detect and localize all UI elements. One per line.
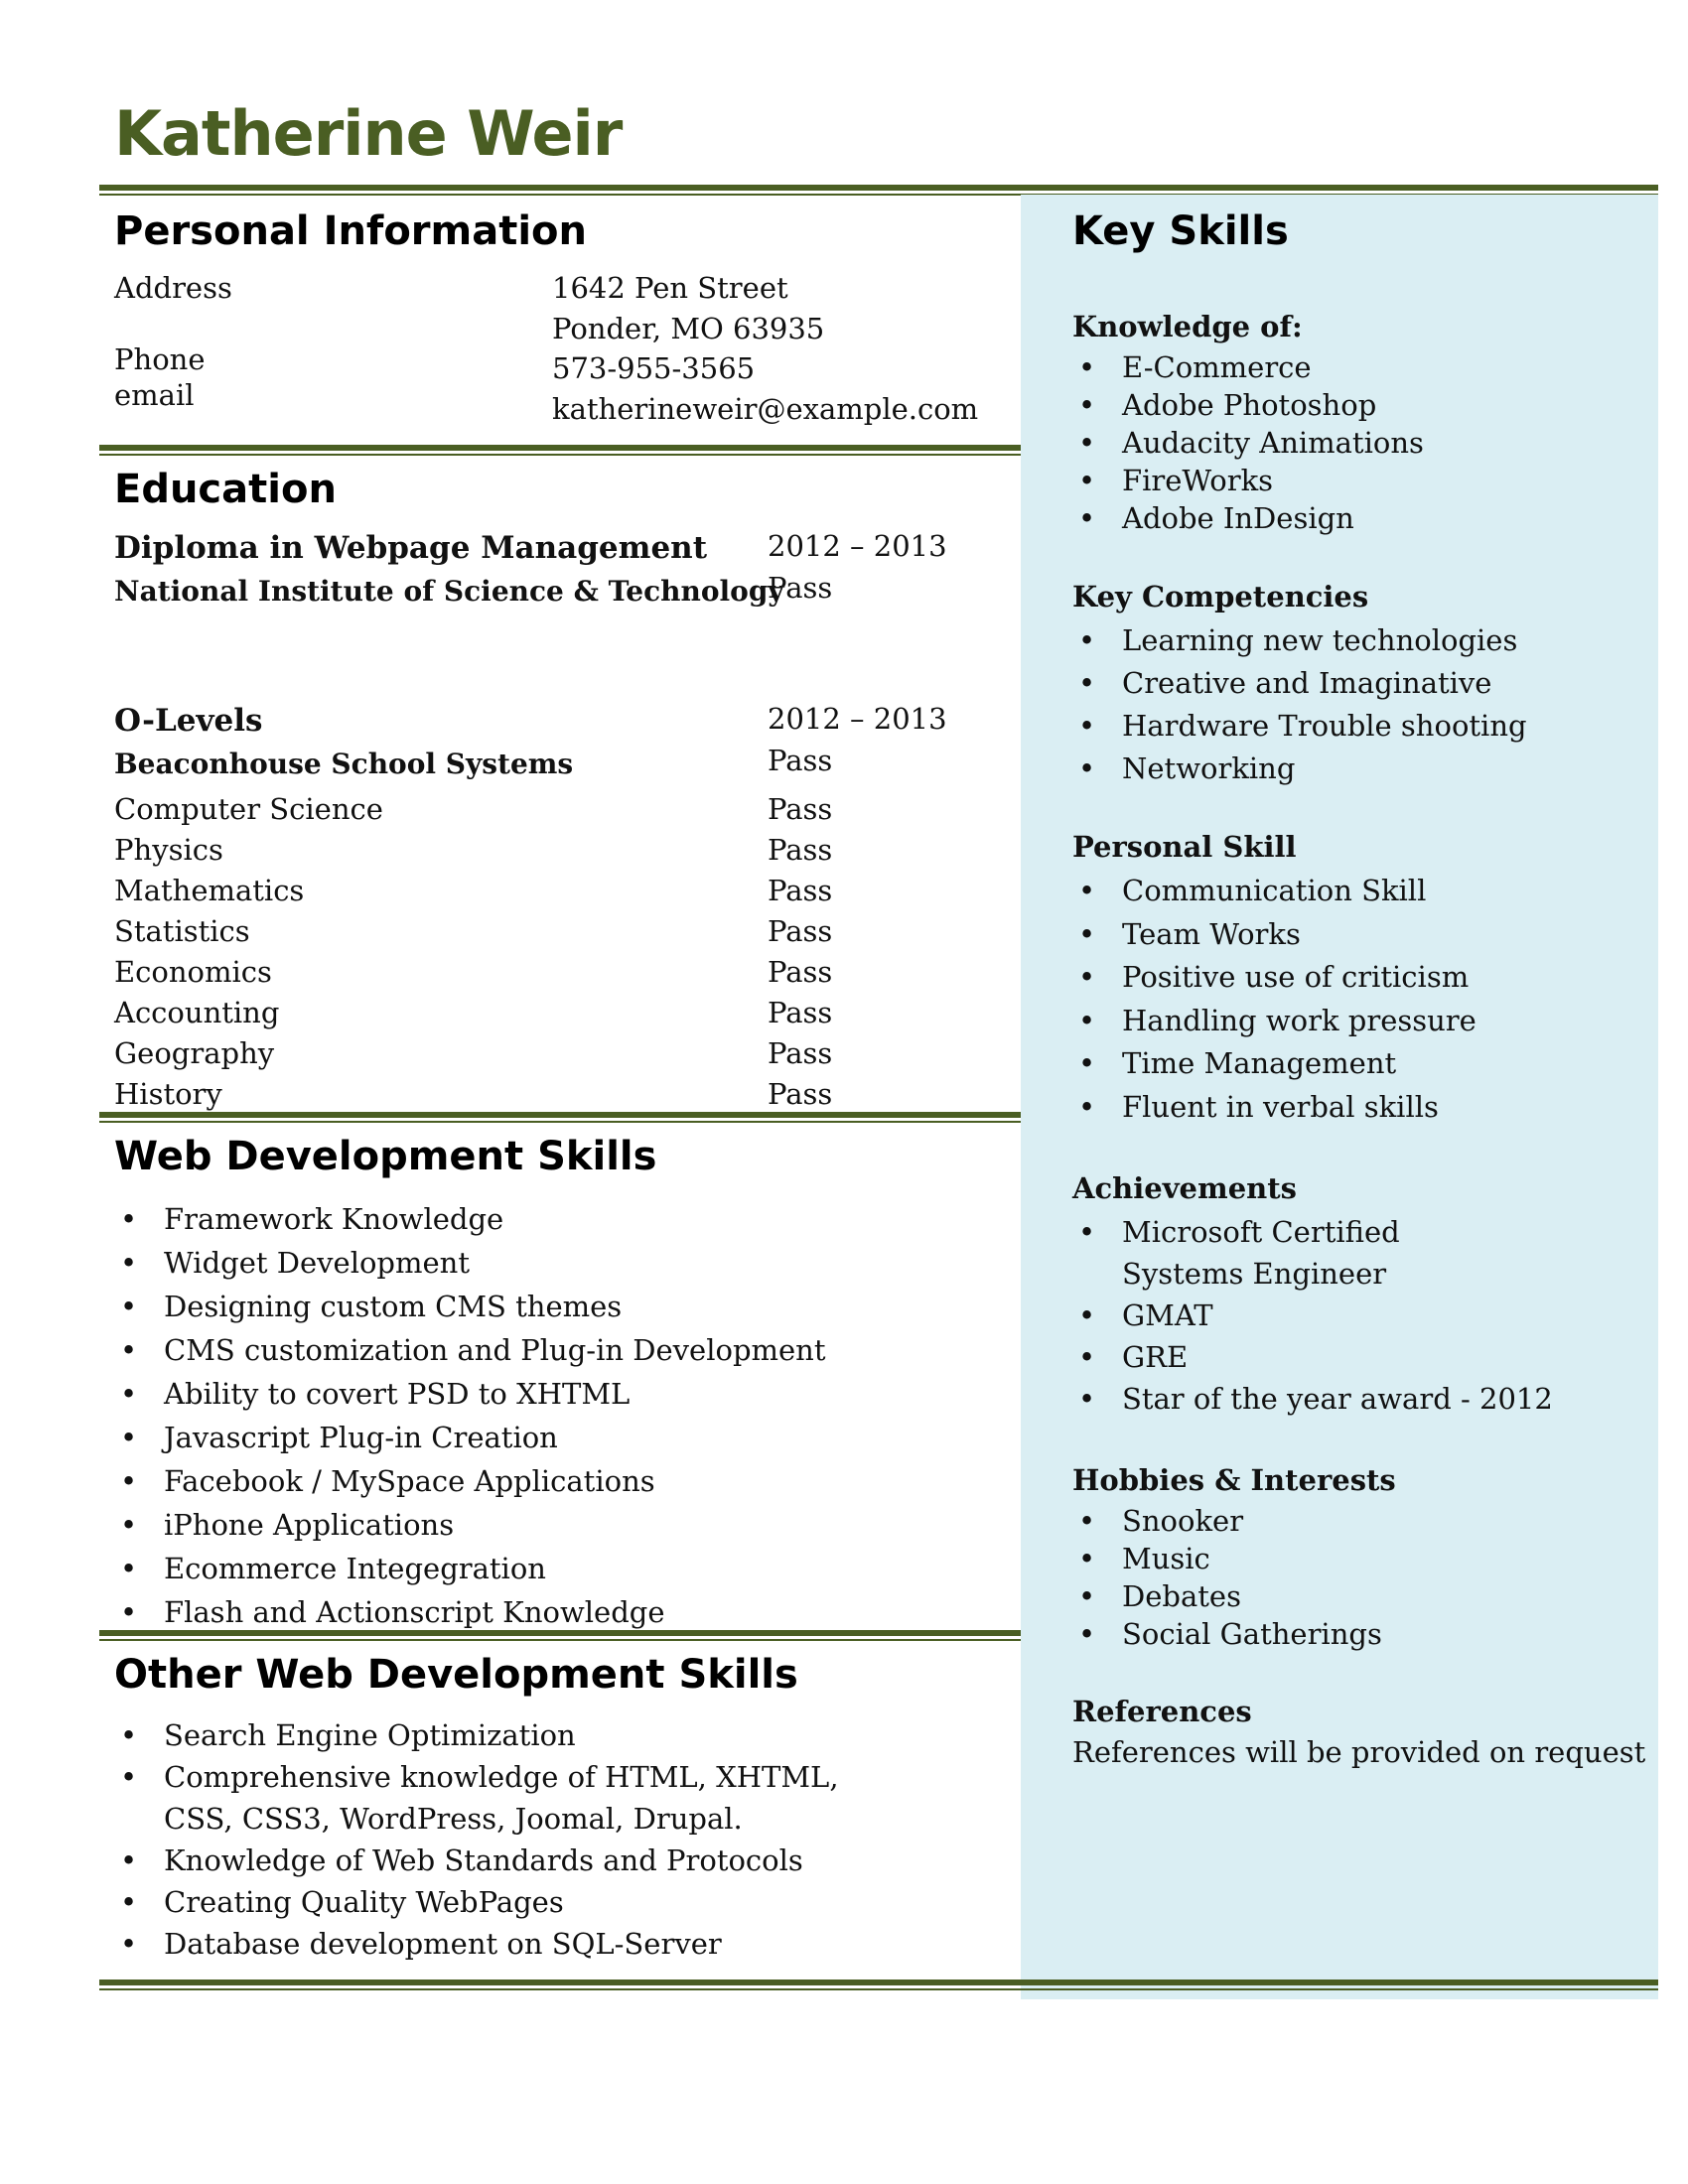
knowledge-heading: Knowledge of: [1072, 310, 1303, 343]
subject-name: Mathematics [114, 874, 305, 907]
list-item: • Flash and Actionscript Knowledge [114, 1590, 1008, 1634]
education-title-1: Diploma in Webpage Management [114, 530, 708, 566]
other-skills-heading: Other Web Development Skills [114, 1652, 798, 1698]
subject-name: Economics [114, 955, 272, 989]
other-skills-list [114, 1714, 909, 1965]
footer-divider [99, 1979, 1658, 1985]
education-heading: Education [114, 467, 337, 512]
education-result-2: Pass [768, 744, 833, 777]
personal-skill-list [1072, 870, 1477, 1129]
list-item: • Learning new technologies [1072, 619, 1527, 662]
competencies-heading: Key Competencies [1072, 580, 1369, 614]
resume-name: Katherine Weir [114, 97, 623, 170]
list-item: • Facebook / MySpace Applications [114, 1459, 1008, 1503]
education-institution-1: National Institute of Science & Technology [114, 575, 784, 608]
references-text: References will be provided on request [1072, 1735, 1646, 1769]
list-item: • GRE [1072, 1336, 1509, 1378]
subject-result: Pass [768, 955, 833, 989]
personal-info-divider [99, 445, 1021, 451]
education-result-1: Pass [768, 571, 833, 605]
list-item: • Snooker [1072, 1502, 1382, 1540]
subject-result: Pass [768, 833, 833, 867]
list-item: • Handling work pressure [1072, 1000, 1477, 1043]
subject-name: Computer Science [114, 792, 383, 826]
personal-skill-heading: Personal Skill [1072, 830, 1297, 864]
phone-value: 573-955-3565 [552, 351, 756, 385]
web-skills-divider [99, 1630, 1021, 1636]
subject-results [768, 789, 832, 1115]
list-item: • Microsoft Certified Systems Engineer [1072, 1211, 1509, 1295]
achievements-heading: Achievements [1072, 1171, 1297, 1205]
address-line2: Ponder, MO 63935 [552, 312, 825, 345]
list-item: • Positive use of criticism [1072, 956, 1477, 1000]
phone-label: Phone [114, 342, 206, 376]
list-item: • Ecommerce Integegration [114, 1547, 1008, 1590]
list-item: • Ability to covert PSD to XHTML [114, 1372, 1008, 1416]
list-item: • Creative and Imaginative [1072, 662, 1527, 705]
subject-name: Statistics [114, 914, 250, 948]
list-item: • E-Commerce [1072, 348, 1424, 386]
subject-result: Pass [768, 1077, 833, 1111]
address-label: Address [114, 271, 232, 305]
key-skills-heading: Key Skills [1072, 208, 1289, 254]
list-item: • Fluent in verbal skills [1072, 1086, 1477, 1130]
list-item: • Database development on SQL-Server [114, 1923, 909, 1965]
list-item: • FireWorks [1072, 462, 1424, 499]
list-item: • Star of the year award - 2012 [1072, 1378, 1509, 1420]
web-skills-heading: Web Development Skills [114, 1134, 657, 1179]
list-item: • CMS customization and Plug-in Development [114, 1328, 1008, 1372]
subject-result: Pass [768, 1036, 833, 1070]
list-item: • Adobe InDesign [1072, 499, 1424, 537]
list-item: • Search Engine Optimization [114, 1714, 909, 1756]
knowledge-list [1072, 348, 1424, 537]
list-item: • Knowledge of Web Standards and Protocols [114, 1840, 909, 1881]
education-title-2: O-Levels [114, 703, 263, 739]
list-item: • Javascript Plug-in Creation [114, 1416, 1008, 1459]
list-item: • Music [1072, 1540, 1382, 1577]
subject-result: Pass [768, 996, 833, 1029]
list-item: • Team Works [1072, 913, 1477, 957]
list-item: • Audacity Animations [1072, 424, 1424, 462]
list-item: • Adobe Photoshop [1072, 386, 1424, 424]
hobbies-list [1072, 1502, 1382, 1653]
header-divider [99, 185, 1658, 191]
list-item: • Debates [1072, 1577, 1382, 1615]
subject-name: History [114, 1077, 222, 1111]
list-item: • Widget Development [114, 1241, 1008, 1285]
subject-result: Pass [768, 914, 833, 948]
list-item: • Comprehensive knowledge of HTML, XHTML, CSS, CSS3, WordPress, Joomal, Drupal. [114, 1756, 909, 1840]
list-item: • Social Gatherings [1072, 1615, 1382, 1653]
education-divider [99, 1112, 1021, 1118]
references-heading: References [1072, 1695, 1252, 1728]
education-years-1: 2012 – 2013 [768, 529, 947, 563]
subject-name: Physics [114, 833, 223, 867]
email-label: email [114, 378, 195, 412]
achievements-list [1072, 1211, 1553, 1420]
education-institution-2: Beaconhouse School Systems [114, 748, 574, 780]
list-item: • Framework Knowledge [114, 1197, 1008, 1241]
subject-result: Pass [768, 792, 833, 826]
subject-result: Pass [768, 874, 833, 907]
education-years-2: 2012 – 2013 [768, 702, 947, 736]
list-item: • Communication Skill [1072, 870, 1477, 913]
subject-name: Geography [114, 1036, 275, 1070]
list-item: • Hardware Trouble shooting [1072, 705, 1527, 748]
list-item: • iPhone Applications [114, 1503, 1008, 1547]
competencies-list [1072, 619, 1527, 790]
list-item: • Networking [1072, 748, 1527, 790]
subject-name: Accounting [114, 996, 280, 1029]
list-item: • GMAT [1072, 1295, 1509, 1336]
subject-list [114, 789, 383, 1115]
personal-info-heading: Personal Information [114, 208, 587, 254]
web-skills-list [114, 1197, 1008, 1634]
hobbies-heading: Hobbies & Interests [1072, 1463, 1396, 1497]
address-line1: 1642 Pen Street [552, 271, 788, 305]
email-value: katherineweir@example.com [552, 392, 979, 426]
list-item: • Time Management [1072, 1042, 1477, 1086]
list-item: • Designing custom CMS themes [114, 1285, 1008, 1328]
list-item: • Creating Quality WebPages [114, 1881, 909, 1923]
